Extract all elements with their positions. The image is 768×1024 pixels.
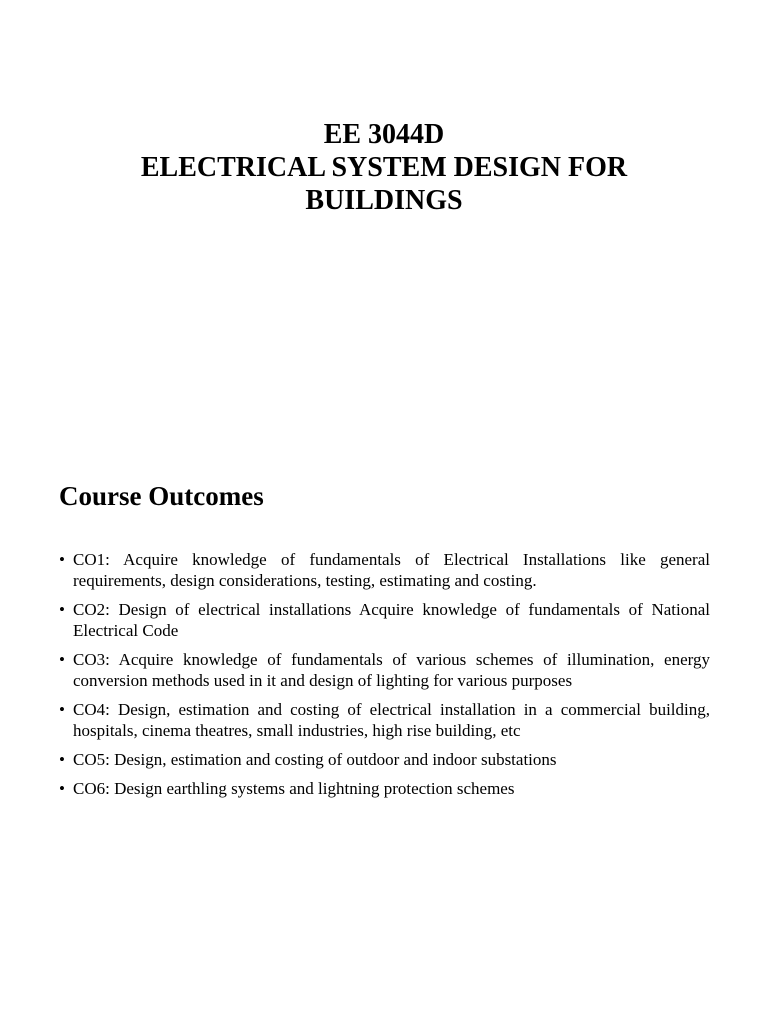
course-title-line-2: BUILDINGS [305, 185, 463, 216]
outcome-item-co4 [59, 699, 710, 741]
bullet-icon: • [59, 650, 65, 669]
course-title-line-1: ELECTRICAL SYSTEM DESIGN FOR [140, 152, 628, 183]
outcomes-list [59, 549, 710, 807]
bullet-icon: • [59, 700, 65, 719]
outcome-text: CO6: Design earthling systems and lightning protection schemes [73, 779, 515, 798]
outcome-text: CO5: Design, estimation and costing of outdoor and indoor substations [73, 750, 557, 769]
section-heading: Course Outcomes [59, 481, 264, 511]
document-title [0, 118, 768, 217]
outcome-item-co3 [59, 649, 710, 691]
course-code: EE 3044D [323, 119, 445, 150]
outcome-text: CO2: Design of electrical installations Acquire knowledge of fundamentals of National Electrical Code [73, 600, 710, 640]
outcome-item-co2 [59, 599, 710, 641]
outcome-item-co6 [59, 778, 710, 799]
bullet-icon: • [59, 750, 65, 769]
bullet-icon: • [59, 779, 65, 798]
bullet-icon: • [59, 600, 65, 619]
outcome-item-co5 [59, 749, 710, 770]
outcome-text: CO1: Acquire knowledge of fundamentals of Electrical Installations like general requirements, design considerations, testing, estimating and costing. [73, 550, 710, 590]
outcome-text: CO4: Design, estimation and costing of electrical installation in a commercial building, hospitals, cinema theatres, small industries, high rise building, etc [73, 700, 710, 740]
outcome-item-co1 [59, 549, 710, 591]
bullet-icon: • [59, 550, 65, 569]
outcome-text: CO3: Acquire knowledge of fundamentals of various schemes of illumination, energy conversion methods used in it and design of lighting for various purposes [73, 650, 710, 690]
